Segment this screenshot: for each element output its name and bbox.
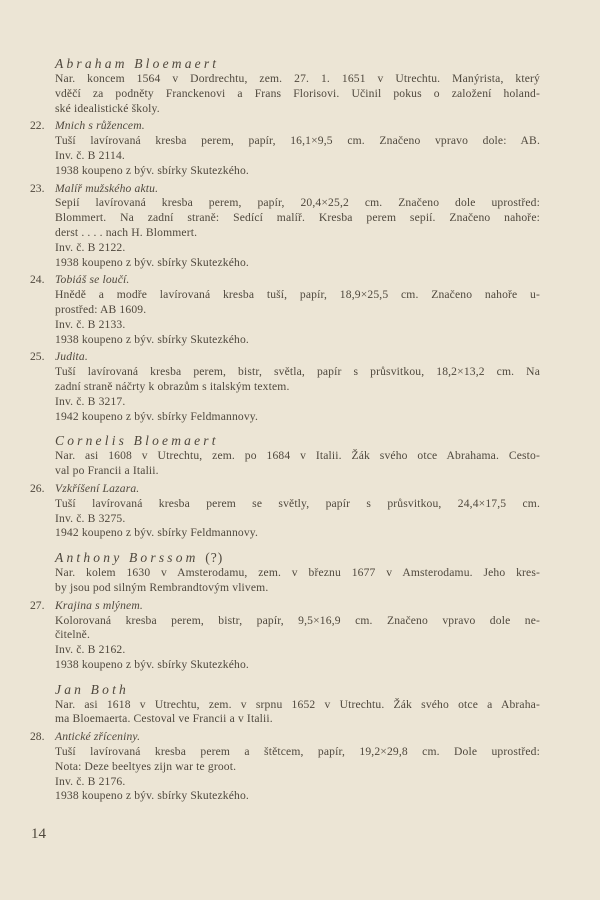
entry-line: Tuší lavírovaná kresba perem, papír, 16,1×9,5 cm. Značeno vpravo dole: AB.: [55, 134, 540, 148]
entry-line: derst . . . . nach H. Blommert.: [55, 225, 198, 239]
entry-line: Kolorovaná kresba perem, bistr, papír, 9,5×16,9 cm. Značeno vpravo dole ne-: [55, 613, 540, 627]
entry-line: 1942 koupeno z býv. sbírky Feldmannovy.: [55, 409, 259, 423]
artist-bio-line: Nar. koncem 1564 v Dordrechtu, zem. 27. 1. 1651 v Utrechtu. Manýrista, který: [55, 72, 540, 85]
entry-number: 22.: [30, 119, 45, 133]
artist-section: [30, 681, 540, 728]
entry-number: 24.: [30, 273, 45, 287]
artist-name-text: Jan Both: [55, 681, 129, 697]
artist-bio-line: Nar. kolem 1630 v Amsterodamu, zem. v březnu 1677 v Amsterodamu. Jeho kres-: [55, 566, 540, 580]
artist-name: [55, 549, 540, 566]
entry-line: 1938 koupeno z býv. sbírky Skutezkého.: [55, 657, 249, 671]
entry-number: 25.: [30, 350, 45, 364]
entry-line: Inv. č. B 2114.: [55, 148, 125, 162]
catalog-entry: [30, 482, 540, 541]
entry-title: Mnich s růžencem.: [55, 119, 145, 133]
catalog-entry: [30, 599, 540, 673]
entry-line: 1938 koupeno z býv. sbírky Skutezkého.: [55, 789, 249, 803]
entry-number: 27.: [30, 598, 45, 612]
entry-title: Antické zříceniny.: [55, 730, 141, 744]
entry-line: Tuší lavírovaná kresba perem a štětcem, papír, 19,2×29,8 cm. Dole uprostřed:: [55, 745, 540, 759]
entry-title: Krajina s mlýnem.: [55, 598, 143, 612]
artist-name-text: Abraham Bloemaert: [55, 56, 220, 71]
entry-line: Tuší lavírovaná kresba perem se světly, papír s průsvitkou, 24,4×17,5 cm.: [55, 496, 540, 510]
entry-line: prostřed: AB 1609.: [55, 302, 147, 316]
entry-line: Hnědě a modře lavírovaná kresba tuší, papír, 18,9×25,5 cm. Značeno nahoře u-: [55, 288, 540, 302]
entry-line: 1938 koupeno z býv. sbírky Skutezkého.: [55, 332, 249, 346]
catalog-entry: [30, 119, 540, 178]
entry-line: Inv. č. B 3275.: [55, 511, 126, 525]
artist-bio-line: ské idealistické školy.: [55, 101, 160, 115]
artist-name-text: Cornelis Bloemaert: [55, 433, 219, 449]
entry-line: 1938 koupeno z býv. sbírky Skutezkého.: [55, 255, 249, 269]
artist-bio-line: Nar. asi 1608 v Utrechtu, zem. po 1684 v Italii. Žák svého otce Abrahama. Cesto-: [55, 449, 540, 463]
entry-number: 23.: [30, 181, 45, 195]
artist-section: [30, 55, 540, 116]
attribution-note: (?): [205, 550, 224, 566]
entry-line: Inv. č. B 2176.: [55, 774, 126, 788]
entry-line: Inv. č. B 2133.: [55, 317, 126, 331]
artist-bio-line: val po Francii a Italii.: [55, 464, 159, 478]
artist-section: [30, 549, 540, 596]
entry-line: Tuší lavírovaná kresba perem, bistr, světla, papír s průsvitkou, 18,2×13,2 cm. Na: [55, 365, 540, 379]
artist-name: [55, 55, 540, 72]
entry-number: 26.: [30, 481, 45, 495]
entry-title: Vzkříšení Lazara.: [55, 481, 140, 495]
catalog-entry: [30, 273, 540, 347]
entry-title: Judita.: [55, 350, 88, 364]
catalog-entry: [30, 730, 540, 804]
entry-line: 1938 koupeno z býv. sbírky Skutezkého.: [55, 163, 249, 177]
entry-title: Malíř mužského aktu.: [55, 181, 159, 195]
entry-number: 28.: [30, 730, 45, 744]
entry-line: Inv. č. B 3217.: [55, 394, 126, 408]
entry-line: Inv. č. B 2162.: [55, 643, 126, 657]
catalog-entry: [30, 182, 540, 271]
entry-line: zadní straně náčrty k obrazům s italským textem.: [55, 379, 290, 393]
entry-line: čitelně.: [55, 628, 90, 642]
catalog-page: [30, 55, 540, 804]
entry-line: Blommert. Na zadní straně: Sedící malíř. Kresba perem sepií. Značeno nahoře:: [55, 211, 540, 225]
artist-bio-line: Nar. asi 1618 v Utrechtu, zem. v srpnu 1652 v Utrechtu. Žák svého otce a Abraha-: [55, 697, 540, 711]
entry-line: 1942 koupeno z býv. sbírky Feldmannovy.: [55, 526, 259, 540]
artist-section: [30, 432, 540, 479]
entry-line: Sepií lavírovaná kresba perem, papír, 20,4×25,2 cm. Značeno dole uprostřed:: [55, 196, 540, 210]
artist-name: [55, 432, 540, 449]
entry-line: Inv. č. B 2122.: [55, 240, 126, 254]
catalog-entry: [30, 350, 540, 424]
artist-bio-line: vděčí za podněty Franckenovi a Frans Florisovi. Učinil pokus o založení holand-: [55, 86, 540, 100]
artist-bio-line: by jsou pod silným Rembrandtovým vlivem.: [55, 580, 269, 594]
artist-name-text: Anthony Borssom: [55, 550, 199, 566]
entry-line: Nota: Deze beeltyes zijn war te groot.: [55, 759, 237, 773]
entry-title: Tobiáš se loučí.: [55, 273, 130, 287]
artist-name: [55, 681, 540, 698]
page-number: 14: [31, 826, 46, 842]
artist-bio-line: ma Bloemaerta. Cestoval ve Francii a v Italii.: [55, 712, 273, 726]
